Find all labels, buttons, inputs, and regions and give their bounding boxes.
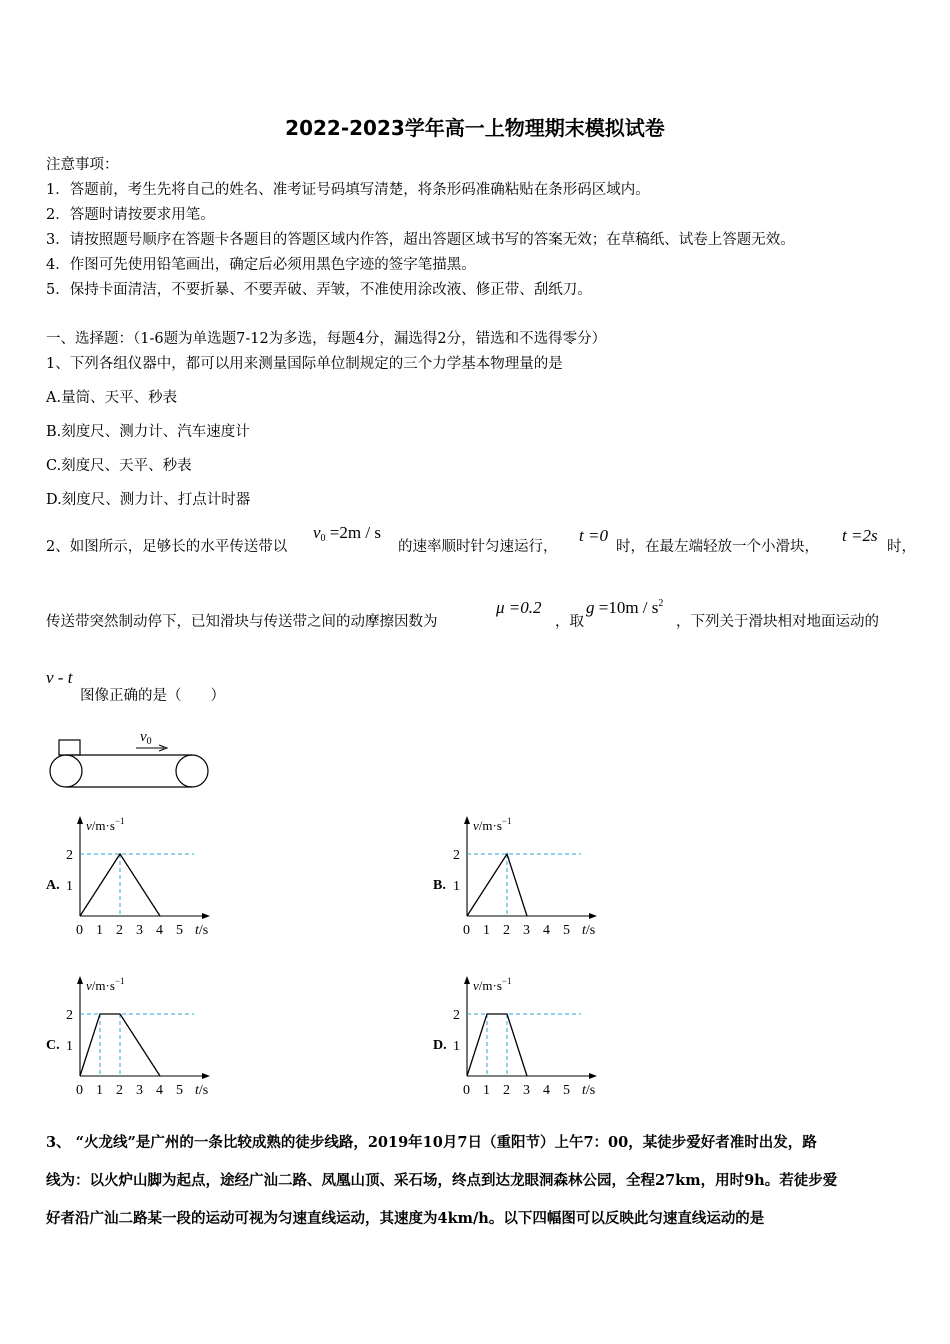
graph-option-label: C. [46, 1038, 60, 1053]
x-axis-symbol: t [195, 1083, 199, 1098]
x-axis-title [582, 923, 595, 938]
x-tick-label: 0 [463, 1083, 470, 1098]
v0-formula [313, 523, 381, 544]
y-axis-arrow [77, 816, 83, 824]
y-axis-exponent: −1 [501, 816, 512, 826]
y-axis-exponent: −1 [114, 816, 125, 826]
y-axis-arrow [77, 976, 83, 984]
question-1-stem: 1、下列各组仪器中，都可以用来测量国际单位制规定的三个力学基本物理量的是 [46, 356, 563, 372]
x-tick-label: 3 [523, 1083, 530, 1098]
y-axis-title [86, 976, 124, 993]
velocity-curve [467, 854, 527, 916]
x-axis-unit: /s [585, 1083, 596, 1098]
graph-option-label: D. [433, 1038, 447, 1053]
question-3-line-1: 3、 “火龙线”是广州的一条比较成熟的徒步线路，2019年10月7日（重阳节）上午7：00，某徒步爱好者准时出发，路 [46, 1134, 817, 1151]
x-axis-arrow [202, 913, 210, 919]
v0-subscript: 0 [320, 533, 326, 544]
graph-option-label: B. [433, 878, 446, 893]
g-symbol: g [586, 598, 595, 617]
y-axis-exponent: −1 [501, 976, 512, 986]
y-axis-exponent: −1 [114, 976, 125, 986]
x-axis-arrow [589, 1073, 597, 1079]
t0-formula: t =0 [579, 526, 608, 545]
x-axis-arrow [202, 1073, 210, 1079]
y-axis-unit: /m·s [91, 818, 115, 833]
y-axis-symbol: v [86, 818, 92, 833]
x-axis-title [582, 1083, 595, 1098]
velocity-label-subscript: 0 [146, 736, 152, 747]
g-formula [586, 598, 663, 618]
question-1-option-c: C.刻度尺、天平、秒表 [46, 458, 192, 474]
vt-formula: v - t [46, 668, 73, 687]
section-heading: 一、选择题：（1-6题为单选题7-12为多选，每题4分，漏选得2分，错选和不选得零分） [46, 331, 607, 347]
velocity-label-symbol: v [140, 729, 147, 745]
y-axis-title [86, 816, 124, 833]
x-tick-label: 4 [156, 1083, 163, 1098]
velocity-label [140, 729, 152, 747]
x-tick-label: 2 [116, 923, 123, 938]
graph-a [44, 810, 224, 940]
x-tick-label: 5 [563, 1083, 570, 1098]
question-2-text-4: 时， [887, 539, 916, 555]
x-tick-label: 3 [523, 923, 530, 938]
x-tick-label: 1 [483, 1083, 490, 1098]
x-tick-label: 5 [563, 923, 570, 938]
slider-block [59, 740, 80, 755]
y-axis-title [473, 816, 511, 833]
x-tick-label: 5 [176, 1083, 183, 1098]
x-axis-title [195, 1083, 208, 1098]
x-tick-label: 0 [76, 1083, 83, 1098]
question-1-option-b: B.刻度尺、测力计、汽车速度计 [46, 424, 250, 440]
x-axis-unit: /s [198, 1083, 209, 1098]
velocity-curve [467, 1014, 527, 1076]
x-axis-unit: /s [585, 923, 596, 938]
v0-symbol: v [313, 523, 321, 542]
y-tick-label: 1 [66, 879, 73, 894]
x-tick-label: 4 [156, 923, 163, 938]
y-axis-unit: /m·s [478, 818, 502, 833]
question-2-text-8: 图像正确的是（ ） [80, 688, 225, 704]
x-tick-label: 3 [136, 923, 143, 938]
conveyor-belt-figure [46, 724, 216, 794]
graph-option-label: A. [46, 878, 60, 893]
x-axis-arrow [589, 913, 597, 919]
belt-left-wheel [50, 755, 82, 787]
y-axis-symbol: v [473, 978, 479, 993]
y-tick-label: 1 [66, 1039, 73, 1054]
belt-right-wheel [176, 755, 208, 787]
notice-item-5: 5．保持卡面清洁，不要折暴、不要弄破、弄皱，不准使用涂改液、修正带、刮纸刀。 [46, 282, 592, 298]
x-axis-symbol: t [195, 923, 199, 938]
y-tick-label: 2 [453, 848, 460, 863]
question-3-line-2: 线为：以火炉山脚为起点，途经广汕二路、凤凰山顶、采石场，终点到达龙眼洞森林公园，全程27km，用时9h。若徒步爱 [46, 1172, 838, 1189]
y-axis-title [473, 976, 511, 993]
question-2-text-7: ，下列关于滑块相对地面运动的 [676, 614, 879, 630]
notice-item-4: 4．作图可先使用铅笔画出，确定后必须用黑色字迹的签字笔描黑。 [46, 257, 476, 273]
question-2-text-1: 2、如图所示，足够长的水平传送带以 [46, 539, 288, 555]
x-tick-label: 2 [503, 1083, 510, 1098]
x-tick-label: 3 [136, 1083, 143, 1098]
y-axis-arrow [464, 816, 470, 824]
graph-d [431, 970, 611, 1100]
graph-b [431, 810, 611, 940]
v0-value: =2m / s [325, 523, 381, 542]
y-tick-label: 1 [453, 1039, 460, 1054]
notice-heading: 注意事项： [46, 157, 119, 173]
y-axis-symbol: v [86, 978, 92, 993]
x-tick-label: 1 [483, 923, 490, 938]
x-tick-label: 4 [543, 923, 550, 938]
x-tick-label: 1 [96, 923, 103, 938]
x-axis-unit: /s [198, 923, 209, 938]
mu-formula: μ =0.2 [496, 598, 542, 617]
page-title: 2022-2023学年高一上物理期末模拟试卷 [285, 116, 665, 140]
x-tick-label: 2 [116, 1083, 123, 1098]
question-1-option-a: A.量筒、天平、秒表 [46, 390, 178, 406]
y-tick-label: 1 [453, 879, 460, 894]
graph-c [44, 970, 224, 1100]
question-2-text-3: 时，在最左端轻放一个小滑块， [616, 539, 819, 555]
t2-formula: t =2s [842, 526, 878, 545]
g-value: =10m / s [594, 598, 659, 617]
x-tick-label: 2 [503, 923, 510, 938]
question-3-line-3: 好者沿广汕二路某一段的运动可视为匀速直线运动，其速度为4km/h。以下四幅图可以反映此匀速直线运动的是 [46, 1210, 765, 1227]
x-tick-label: 0 [76, 923, 83, 938]
x-axis-title [195, 923, 208, 938]
y-axis-unit: /m·s [91, 978, 115, 993]
x-tick-label: 4 [543, 1083, 550, 1098]
y-tick-label: 2 [66, 1008, 73, 1023]
x-axis-symbol: t [582, 1083, 586, 1098]
notice-item-3: 3．请按照题号顺序在答题卡各题目的答题区域内作答，超出答题区域书写的答案无效；在草稿纸、试卷上答题无效。 [46, 232, 795, 248]
question-2-text-2: 的速率顺时针匀速运行， [398, 539, 558, 555]
y-axis-unit: /m·s [478, 978, 502, 993]
y-axis-arrow [464, 976, 470, 984]
question-2-text-5: 传送带突然制动停下，已知滑块与传送带之间的动摩擦因数为 [46, 614, 438, 630]
question-2-text-6: ，取 [555, 614, 584, 630]
x-tick-label: 1 [96, 1083, 103, 1098]
x-tick-label: 0 [463, 923, 470, 938]
x-tick-label: 5 [176, 923, 183, 938]
y-tick-label: 2 [66, 848, 73, 863]
g-superscript: 2 [658, 598, 664, 609]
notice-item-1: 1．答题前，考生先将自己的姓名、准考证号码填写清楚，将条形码准确粘贴在条形码区域内。 [46, 182, 650, 198]
y-axis-symbol: v [473, 818, 479, 833]
question-1-option-d: D.刻度尺、测力计、打点计时器 [46, 492, 251, 508]
notice-item-2: 2．答题时请按要求用笔。 [46, 207, 215, 223]
x-axis-symbol: t [582, 923, 586, 938]
y-tick-label: 2 [453, 1008, 460, 1023]
